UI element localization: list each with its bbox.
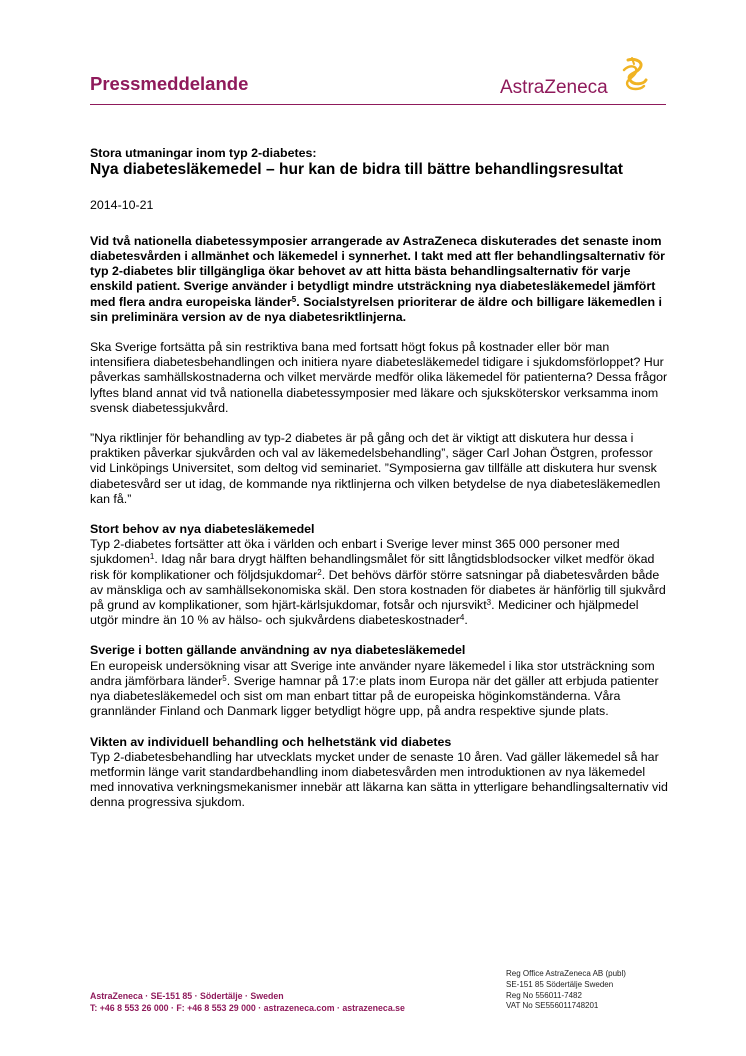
headline: Nya diabetesläkemedel – hur kan de bidra till bättre behandlingsresultat xyxy=(90,161,623,179)
lead-paragraph: Vid två nationella diabetessymposier arrangerade av AstraZeneca diskuterades det senaste inom diabetesvården i allmänhet och läkemedel i synnerhet. I takt med att fler behandlingsalternativ för typ 2-diabetes blir tillgängliga ökar behovet av att hitta bästa behandlingsalternativ för varje enskild patient. Sverige använder i betydligt mindre utsträckning nya diabetesläkemedel jämfört med flera andra europeiska länder$^5$. Socialstyrelsen prioriterar de äldre och billigare läkemedlen i sin preliminära version av de nya diabetesriktlinjerna. xyxy=(90,233,665,324)
subtitle: Stora utmaningar inom typ 2-diabetes: xyxy=(90,146,317,160)
section-heading-need: Stort behov av nya diabetesläkemedel xyxy=(90,522,315,537)
footer-address: AstraZeneca · SE-151 85 · Södertälje · Sweden xyxy=(90,991,284,1001)
reg-line: SE-151 85 Södertälje Sweden xyxy=(506,979,614,989)
astrazeneca-logo xyxy=(500,56,670,102)
section-text-need: Typ 2-diabetes fortsätter att öka i världen och enbart i Sverige lever minst 365 000 personer med sjukdomen$^1$. Idag når bara drygt hälften behandlingsmålet för sitt långtidsblodsocker vilket medför ökad risk för komplikationer och följdsjukdomar$^2$. Det behövs därför större satsningar på diabetesvården både av mänskliga och av samhällsekonomiska skäl. Den stora kostnaden för diabetes är hänförlig till sjukvård på grund av komplikationer, som hjärt-kärlsjukdomar, fotsår och njursvikt$^3$. Mediciner och hjälpmedel utgör mindre än 10 % av hälso- och sjukvårdens diabeteskostnader$^4$. xyxy=(90,537,666,628)
section-text-sweden: En europeisk undersökning visar att Sverige inte använder nyare läkemedel i lika stor utsträckning som andra jämförbara länder$^5$. Sverige hamnar på 17:e plats inom Europa när det gäller att erbjuda patienter nya diabetesläkemedel och sist om man enbart tittar på de europeiska höginkomständerna. Våra grannländer Finland och Danmark ligger betydligt högre upp, på andra respektive sjunde plats. xyxy=(90,658,659,719)
press-release-body xyxy=(90,146,670,811)
publish-date: 2014-10-21 xyxy=(90,197,154,212)
footer-contact xyxy=(90,990,405,1014)
logo-symbol-icon xyxy=(618,56,652,96)
section-heading-sweden: Sverige i botten gällande användning av nya diabetesläkemedel xyxy=(90,643,466,658)
footnote-ref: 5 xyxy=(291,294,297,304)
document-type-title: Pressmeddelande xyxy=(90,73,249,94)
reg-line: Reg No 556011-7482 xyxy=(506,990,582,1000)
footnote-ref: 3 xyxy=(486,598,492,608)
footnote-ref: 4 xyxy=(459,613,465,623)
reg-line: VAT No SE556011748201 xyxy=(506,1001,599,1011)
footnote-ref: 5 xyxy=(222,673,227,683)
reg-line: Reg Office AstraZeneca AB (publ) xyxy=(506,969,626,978)
logo-text: AstraZeneca xyxy=(500,77,608,98)
section-text-individual: Typ 2-diabetesbehandling har utvecklats mycket under de senaste 10 åren. Vad gäller läkemedel så har metformin länge varit standardbehandling inom diabetesvården men introduktionen av nya läkemedel med innovativa verkningsmekanismer innebär att läkarna kan sätta in ytterligare behandlingsalternativ vid denna progressiva sjukdom. xyxy=(90,749,668,810)
section-heading-individual: Vikten av individuell behandling och helhetstänk vid diabetes xyxy=(90,734,452,749)
header-divider xyxy=(90,104,666,105)
footnote-ref: 2 xyxy=(317,567,322,577)
registration-info xyxy=(506,969,626,1012)
footnote-ref: 1 xyxy=(149,552,155,562)
body-paragraph-2: ”Nya riktlinjer för behandling av typ-2 diabetes är på gång och det är viktigt att diskutera hur dessa i praktiken påverkar sjukvården och val av läkemedelsbehandling”, säger Carl Johan Östgren, professor vid Linköpings Universitet, som deltog vid seminariet. ”Symposierna gav tillfälle att diskutera hur svensk diabetesvård ser ut idag, de kommande nya riktlinjerna och vilken betydelse de nya diabetesläkemedlen kan få.” xyxy=(90,431,661,506)
body-paragraph-1: Ska Sverige fortsätta på sin restriktiva bana med fortsatt högt fokus på kostnader eller bör man intensifiera diabetesbehandlingen och initiera nyare diabetesläkemedel tidigare i sjukdomsförloppet? Hur påverkas samhällskostnaderna och vilket mervärde medför olika läkemedel för patienterna? Dessa frågor lyftes bland annat vid två nationella diabetessymposier med läkare och sjuksköterskor verksamma inom svensk diabetessjukvård. xyxy=(90,340,668,415)
footer-contact-line: T: +46 8 553 26 000 · F: +46 8 553 29 000 · astrazeneca.com · astrazeneca.se xyxy=(90,1003,405,1014)
